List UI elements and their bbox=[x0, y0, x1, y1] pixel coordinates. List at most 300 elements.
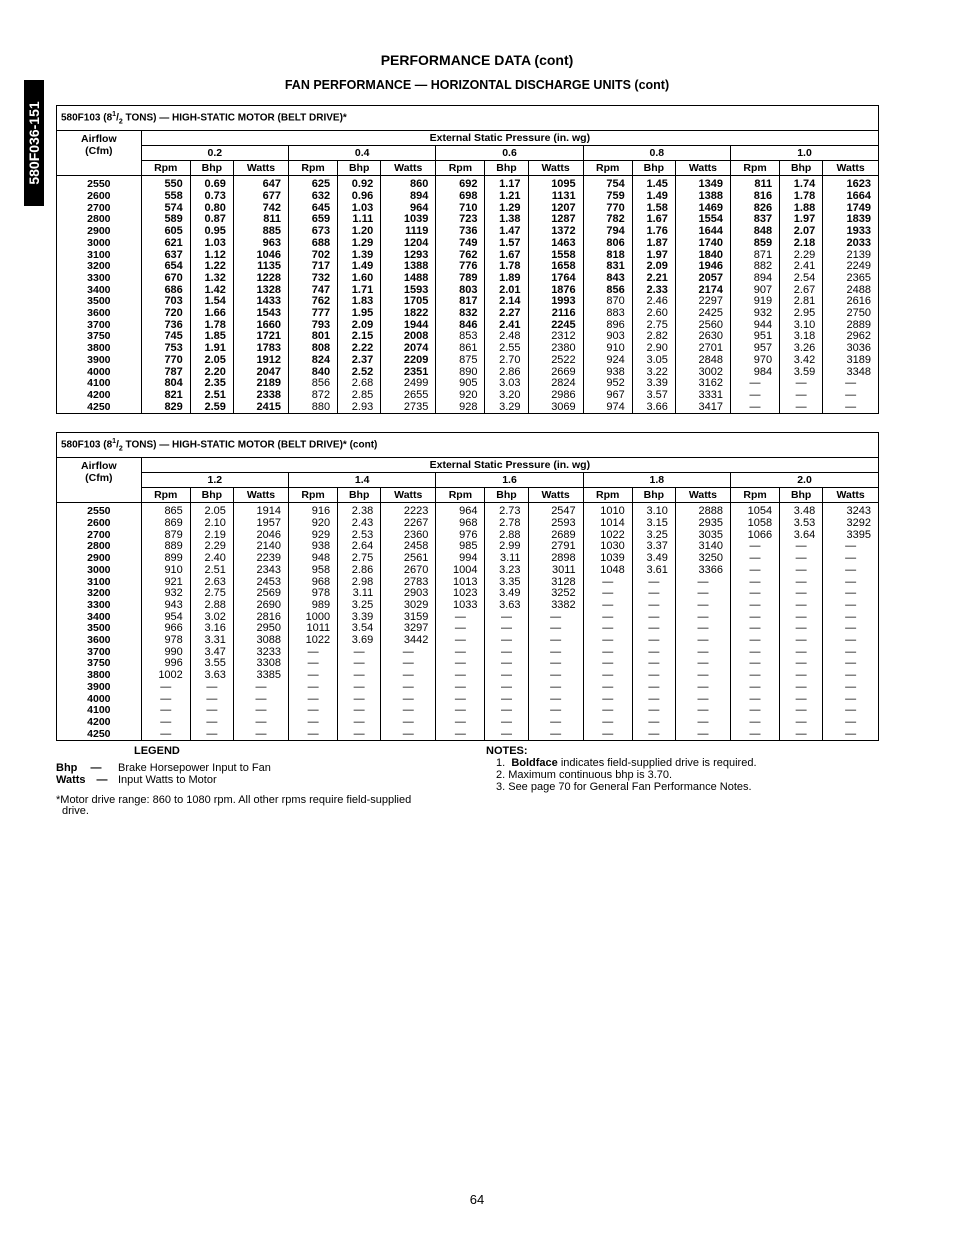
value-cell: 645 bbox=[289, 203, 338, 215]
note-number: 1. bbox=[496, 757, 506, 769]
value-cell: 3233 bbox=[233, 647, 288, 659]
value-cell: 3088 bbox=[233, 635, 288, 647]
column-header: Watts bbox=[823, 488, 878, 503]
table-caption: 580F103 ($8^1/_2$ TONS) — HIGH-STATIC MOTOR (BELT DRIVE)* (cont) bbox=[57, 433, 878, 458]
value-cell: — bbox=[731, 670, 780, 682]
value-cell: — bbox=[823, 694, 878, 706]
airflow-cell: 4250 bbox=[87, 727, 111, 740]
value-cell: 920 bbox=[289, 518, 338, 530]
value-cell: — bbox=[190, 705, 233, 717]
value-cell: 1135 bbox=[233, 261, 288, 273]
value-cell: 928 bbox=[436, 402, 485, 414]
value-cell: — bbox=[823, 402, 878, 414]
value-cell: 848 bbox=[731, 226, 780, 238]
column-header: Watts bbox=[528, 488, 583, 503]
airflow-cell: 3800 bbox=[87, 669, 111, 682]
value-cell: 0.73 bbox=[190, 191, 233, 203]
value-cell: — bbox=[381, 705, 436, 717]
side-tab bbox=[24, 80, 44, 206]
value-cell: — bbox=[289, 705, 338, 717]
value-cell: 1.32 bbox=[190, 273, 233, 285]
value-cell: 1204 bbox=[381, 238, 436, 250]
value-cell: 2560 bbox=[675, 320, 730, 332]
value-cell: 832 bbox=[436, 308, 485, 320]
value-cell: — bbox=[190, 729, 233, 741]
value-cell: 1046 bbox=[233, 250, 288, 262]
notes bbox=[486, 745, 886, 793]
value-cell: 2.78 bbox=[485, 518, 528, 530]
value-cell: — bbox=[780, 635, 823, 647]
value-cell: 963 bbox=[233, 238, 288, 250]
value-cell: — bbox=[289, 717, 338, 729]
value-cell: — bbox=[823, 717, 878, 729]
value-cell: 1023 bbox=[436, 588, 485, 600]
value-cell: — bbox=[675, 577, 730, 589]
value-cell: 558 bbox=[141, 191, 190, 203]
value-cell: — bbox=[485, 670, 528, 682]
value-cell: 692 bbox=[436, 176, 485, 191]
value-cell: 3292 bbox=[823, 518, 878, 530]
table-row bbox=[57, 635, 878, 647]
value-cell: 1.88 bbox=[780, 203, 823, 215]
value-cell: — bbox=[528, 658, 583, 670]
value-cell: 985 bbox=[436, 541, 485, 553]
value-cell: 1039 bbox=[381, 214, 436, 226]
value-cell: — bbox=[583, 717, 632, 729]
value-cell: — bbox=[780, 729, 823, 741]
column-header: Rpm bbox=[436, 488, 485, 503]
value-cell: — bbox=[823, 565, 878, 577]
column-header: Bhp bbox=[338, 161, 381, 176]
value-cell: 1.60 bbox=[338, 273, 381, 285]
value-cell: 717 bbox=[289, 261, 338, 273]
table-row bbox=[57, 600, 878, 612]
column-header: Watts bbox=[528, 161, 583, 176]
footnote-line: *Motor drive range: 860 to 1080 rpm. All other rpms require field-supplied bbox=[56, 794, 412, 806]
page-subtitle: FAN PERFORMANCE — HORIZONTAL DISCHARGE UNITS (cont) bbox=[284, 78, 670, 92]
value-cell: 1228 bbox=[233, 273, 288, 285]
value-cell: 1388 bbox=[675, 191, 730, 203]
value-cell: 3.59 bbox=[780, 367, 823, 379]
note-item: 3. See page 70 for General Fan Performance Notes. bbox=[496, 781, 752, 793]
value-cell: 1543 bbox=[233, 308, 288, 320]
value-cell: 1000 bbox=[289, 612, 338, 624]
value-cell: — bbox=[731, 378, 780, 390]
value-cell: 621 bbox=[141, 238, 190, 250]
value-cell: — bbox=[436, 729, 485, 741]
value-cell: 1839 bbox=[823, 214, 878, 226]
value-cell: 968 bbox=[289, 577, 338, 589]
value-cell: — bbox=[528, 717, 583, 729]
value-cell: 794 bbox=[583, 226, 632, 238]
value-cell: — bbox=[338, 682, 381, 694]
value-cell: 978 bbox=[141, 635, 190, 647]
value-cell: — bbox=[632, 705, 675, 717]
value-cell: 1.03 bbox=[338, 203, 381, 215]
column-header: Bhp bbox=[485, 488, 528, 503]
column-header: Rpm bbox=[731, 488, 780, 503]
pressure-header: 0.8 bbox=[583, 146, 730, 161]
value-cell: 3011 bbox=[528, 565, 583, 577]
table-row bbox=[57, 717, 878, 729]
value-cell: 2690 bbox=[233, 600, 288, 612]
value-cell: 1287 bbox=[528, 214, 583, 226]
value-cell: 966 bbox=[141, 623, 190, 635]
value-cell: 1058 bbox=[731, 518, 780, 530]
airflow-header: Airflow (Cfm) bbox=[57, 458, 141, 503]
value-cell: 2.40 bbox=[190, 553, 233, 565]
value-cell: 1644 bbox=[675, 226, 730, 238]
value-cell: 3308 bbox=[233, 658, 288, 670]
value-cell: 903 bbox=[583, 331, 632, 343]
value-cell: 2415 bbox=[233, 402, 288, 414]
value-cell: 2033 bbox=[823, 238, 878, 250]
value-cell: — bbox=[731, 658, 780, 670]
airflow-cell: 3750 bbox=[87, 657, 111, 670]
value-cell: 3.53 bbox=[780, 518, 823, 530]
pressure-header: 2.0 bbox=[731, 473, 879, 488]
value-cell: — bbox=[338, 658, 381, 670]
value-cell: 3.31 bbox=[190, 635, 233, 647]
pressure-header: 1.0 bbox=[731, 146, 879, 161]
value-cell: — bbox=[675, 647, 730, 659]
value-cell: 3.63 bbox=[190, 670, 233, 682]
value-cell: — bbox=[731, 682, 780, 694]
notes-heading: NOTES: bbox=[486, 745, 528, 757]
value-cell: — bbox=[583, 694, 632, 706]
legend-key: Bhp bbox=[56, 762, 78, 774]
value-cell: — bbox=[780, 402, 823, 414]
value-cell: — bbox=[485, 635, 528, 647]
value-cell: 811 bbox=[731, 176, 780, 191]
value-cell: — bbox=[190, 694, 233, 706]
value-cell: 861 bbox=[436, 343, 485, 355]
value-cell: 883 bbox=[583, 308, 632, 320]
value-cell: 2816 bbox=[233, 612, 288, 624]
value-cell: 2.64 bbox=[338, 541, 381, 553]
value-cell: 647 bbox=[233, 176, 288, 191]
value-cell: 957 bbox=[731, 343, 780, 355]
airflow-cell: 3300 bbox=[87, 271, 111, 284]
value-cell: 856 bbox=[583, 285, 632, 297]
airflow-cell: 4000 bbox=[87, 365, 111, 378]
value-cell: — bbox=[528, 694, 583, 706]
value-cell: 2365 bbox=[823, 273, 878, 285]
value-cell: 2.05 bbox=[190, 355, 233, 367]
column-header: Rpm bbox=[141, 161, 190, 176]
value-cell: — bbox=[632, 612, 675, 624]
value-cell: 951 bbox=[731, 331, 780, 343]
column-header: Bhp bbox=[190, 488, 233, 503]
value-cell: — bbox=[233, 705, 288, 717]
column-header: Watts bbox=[675, 488, 730, 503]
value-cell: — bbox=[780, 600, 823, 612]
motor-footnote bbox=[56, 795, 456, 817]
value-cell: 1.78 bbox=[780, 191, 823, 203]
value-cell: — bbox=[436, 717, 485, 729]
value-cell: 3.42 bbox=[780, 355, 823, 367]
value-cell: 994 bbox=[436, 553, 485, 565]
value-cell: 2547 bbox=[528, 503, 583, 518]
airflow-cell: 4100 bbox=[87, 704, 111, 717]
value-cell: 3348 bbox=[823, 367, 878, 379]
value-cell: — bbox=[780, 541, 823, 553]
page-number: 64 bbox=[469, 1192, 485, 1207]
value-cell: 2223 bbox=[381, 503, 436, 518]
column-header: Rpm bbox=[436, 161, 485, 176]
value-cell: 637 bbox=[141, 250, 190, 262]
value-cell: — bbox=[528, 612, 583, 624]
value-cell: 1.85 bbox=[190, 331, 233, 343]
value-cell: 870 bbox=[583, 296, 632, 308]
value-cell: 970 bbox=[731, 355, 780, 367]
value-cell: — bbox=[528, 647, 583, 659]
value-cell: — bbox=[780, 378, 823, 390]
value-cell: 1.11 bbox=[338, 214, 381, 226]
value-cell: 996 bbox=[141, 658, 190, 670]
airflow-cell: 3600 bbox=[87, 634, 111, 647]
value-cell: 2670 bbox=[381, 565, 436, 577]
value-cell: 2360 bbox=[381, 530, 436, 542]
value-cell: 787 bbox=[141, 367, 190, 379]
value-cell: — bbox=[823, 729, 878, 741]
airflow-cell: 4000 bbox=[87, 692, 111, 705]
value-cell: 3189 bbox=[823, 355, 878, 367]
value-cell: 2351 bbox=[381, 367, 436, 379]
value-cell: 776 bbox=[436, 261, 485, 273]
value-cell: 1.67 bbox=[632, 214, 675, 226]
value-cell: — bbox=[485, 658, 528, 670]
value-cell: 1.03 bbox=[190, 238, 233, 250]
value-cell: 2.55 bbox=[485, 343, 528, 355]
value-cell: 2.01 bbox=[485, 285, 528, 297]
value-cell: 952 bbox=[583, 378, 632, 390]
airflow-cell: 3000 bbox=[87, 563, 111, 576]
column-header: Rpm bbox=[141, 488, 190, 503]
value-cell: 762 bbox=[436, 250, 485, 262]
value-cell: 3395 bbox=[823, 530, 878, 542]
value-cell: — bbox=[780, 647, 823, 659]
airflow-cell: 3200 bbox=[87, 587, 111, 600]
legend-dash: — bbox=[96, 774, 108, 786]
value-cell: 3366 bbox=[675, 565, 730, 577]
value-cell: — bbox=[289, 694, 338, 706]
value-cell: 974 bbox=[583, 402, 632, 414]
value-cell: 1912 bbox=[233, 355, 288, 367]
value-cell: 745 bbox=[141, 331, 190, 343]
value-cell: 702 bbox=[289, 250, 338, 262]
value-cell: 688 bbox=[289, 238, 338, 250]
value-cell: — bbox=[823, 682, 878, 694]
value-cell: 3.16 bbox=[190, 623, 233, 635]
value-cell: 2.95 bbox=[780, 308, 823, 320]
table-row bbox=[57, 503, 878, 518]
value-cell: — bbox=[436, 682, 485, 694]
value-cell: 1.42 bbox=[190, 285, 233, 297]
value-cell: 1764 bbox=[528, 273, 583, 285]
value-cell: 2.88 bbox=[485, 530, 528, 542]
value-cell: — bbox=[632, 658, 675, 670]
value-cell: — bbox=[485, 647, 528, 659]
esp-header: External Static Pressure (in. wg) bbox=[141, 458, 878, 473]
value-cell: 2.52 bbox=[338, 367, 381, 379]
value-cell: 846 bbox=[436, 320, 485, 332]
value-cell: — bbox=[731, 612, 780, 624]
column-header: Rpm bbox=[289, 488, 338, 503]
value-cell: 894 bbox=[731, 273, 780, 285]
value-cell: — bbox=[485, 705, 528, 717]
value-cell: 944 bbox=[731, 320, 780, 332]
table-row bbox=[57, 308, 878, 320]
value-cell: 1.57 bbox=[485, 238, 528, 250]
value-cell: 1.89 bbox=[485, 273, 528, 285]
value-cell: — bbox=[485, 729, 528, 741]
airflow-cell: 3500 bbox=[87, 295, 111, 308]
value-cell: 3250 bbox=[675, 553, 730, 565]
value-cell: 736 bbox=[141, 320, 190, 332]
value-cell: 932 bbox=[141, 588, 190, 600]
airflow-cell: 4250 bbox=[87, 400, 111, 413]
value-cell: 3.20 bbox=[485, 390, 528, 402]
side-tab-label: 580F036-151 bbox=[26, 101, 42, 185]
airflow-cell: 2800 bbox=[87, 540, 111, 553]
value-cell: — bbox=[338, 647, 381, 659]
value-cell: 723 bbox=[436, 214, 485, 226]
value-cell: 2174 bbox=[675, 285, 730, 297]
value-cell: 1.17 bbox=[485, 176, 528, 191]
value-cell: 1.78 bbox=[485, 261, 528, 273]
value-cell: 782 bbox=[583, 214, 632, 226]
value-cell: 2.20 bbox=[190, 367, 233, 379]
value-cell: 1066 bbox=[731, 530, 780, 542]
value-cell: 2.93 bbox=[338, 402, 381, 414]
column-header: Rpm bbox=[583, 161, 632, 176]
legend bbox=[56, 745, 456, 817]
value-cell: 2569 bbox=[233, 588, 288, 600]
value-cell: 3.03 bbox=[485, 378, 528, 390]
airflow-cell: 2550 bbox=[87, 505, 111, 518]
value-cell: 770 bbox=[141, 355, 190, 367]
value-cell: 843 bbox=[583, 273, 632, 285]
value-cell: 894 bbox=[381, 191, 436, 203]
value-cell: 749 bbox=[436, 238, 485, 250]
value-cell: 1.47 bbox=[485, 226, 528, 238]
value-cell: 2.98 bbox=[338, 577, 381, 589]
value-cell: 677 bbox=[233, 191, 288, 203]
value-cell: — bbox=[632, 577, 675, 589]
value-cell: 831 bbox=[583, 261, 632, 273]
value-cell: 3.63 bbox=[485, 600, 528, 612]
value-cell: — bbox=[436, 705, 485, 717]
value-cell: 2848 bbox=[675, 355, 730, 367]
value-cell: — bbox=[780, 553, 823, 565]
value-cell: 605 bbox=[141, 226, 190, 238]
column-header: Watts bbox=[233, 161, 288, 176]
column-header: Bhp bbox=[780, 488, 823, 503]
value-cell: 2.43 bbox=[338, 518, 381, 530]
value-cell: — bbox=[485, 623, 528, 635]
value-cell: 3.29 bbox=[485, 402, 528, 414]
value-cell: 2312 bbox=[528, 331, 583, 343]
value-cell: 2488 bbox=[823, 285, 878, 297]
value-cell: — bbox=[583, 600, 632, 612]
value-cell: 954 bbox=[141, 612, 190, 624]
value-cell: — bbox=[823, 612, 878, 624]
value-cell: — bbox=[780, 658, 823, 670]
value-cell: 1933 bbox=[823, 226, 878, 238]
value-cell: 1328 bbox=[233, 285, 288, 297]
value-cell: 865 bbox=[141, 503, 190, 518]
value-cell: 1.29 bbox=[485, 203, 528, 215]
value-cell: 929 bbox=[289, 530, 338, 542]
value-cell: — bbox=[823, 705, 878, 717]
airflow-cell: 3900 bbox=[87, 680, 111, 693]
value-cell: 2522 bbox=[528, 355, 583, 367]
value-cell: 1054 bbox=[731, 503, 780, 518]
value-cell: 2297 bbox=[675, 296, 730, 308]
value-cell: 2.70 bbox=[485, 355, 528, 367]
pressure-header: 1.6 bbox=[436, 473, 583, 488]
value-cell: — bbox=[731, 402, 780, 414]
value-cell: 803 bbox=[436, 285, 485, 297]
value-cell: 1349 bbox=[675, 176, 730, 191]
value-cell: 840 bbox=[289, 367, 338, 379]
value-cell: — bbox=[436, 670, 485, 682]
value-cell: 3.47 bbox=[190, 647, 233, 659]
airflow-cell: 2700 bbox=[87, 528, 111, 541]
value-cell: — bbox=[436, 623, 485, 635]
airflow-cell: 3900 bbox=[87, 353, 111, 366]
value-cell: 829 bbox=[141, 402, 190, 414]
value-cell: 0.80 bbox=[190, 203, 233, 215]
value-cell: 871 bbox=[731, 250, 780, 262]
value-cell: 882 bbox=[731, 261, 780, 273]
value-cell: — bbox=[583, 647, 632, 659]
legend-desc: Input Watts to Motor bbox=[118, 774, 217, 786]
column-header: Watts bbox=[381, 161, 436, 176]
value-cell: 1.49 bbox=[632, 191, 675, 203]
column-header: Bhp bbox=[338, 488, 381, 503]
column-header: Watts bbox=[381, 488, 436, 503]
value-cell: 1.83 bbox=[338, 296, 381, 308]
value-cell: 964 bbox=[436, 503, 485, 518]
value-cell: 1.58 bbox=[632, 203, 675, 215]
value-cell: 2889 bbox=[823, 320, 878, 332]
value-cell: 2.14 bbox=[485, 296, 528, 308]
value-cell: 2701 bbox=[675, 343, 730, 355]
value-cell: 2.33 bbox=[632, 285, 675, 297]
value-cell: — bbox=[823, 635, 878, 647]
value-cell: 2140 bbox=[233, 541, 288, 553]
value-cell: 1030 bbox=[583, 541, 632, 553]
value-cell: — bbox=[436, 647, 485, 659]
legend-dash: — bbox=[90, 762, 102, 774]
value-cell: 1488 bbox=[381, 273, 436, 285]
value-cell: 2.29 bbox=[780, 250, 823, 262]
value-cell: 2.41 bbox=[485, 320, 528, 332]
value-cell: 910 bbox=[583, 343, 632, 355]
value-cell: 1957 bbox=[233, 518, 288, 530]
value-cell: 1433 bbox=[233, 296, 288, 308]
value-cell: — bbox=[632, 694, 675, 706]
value-cell: 736 bbox=[436, 226, 485, 238]
value-cell: — bbox=[823, 670, 878, 682]
value-cell: — bbox=[675, 729, 730, 741]
value-cell: 1.54 bbox=[190, 296, 233, 308]
value-cell: 1048 bbox=[583, 565, 632, 577]
value-cell: — bbox=[632, 635, 675, 647]
value-cell: 2.15 bbox=[338, 331, 381, 343]
